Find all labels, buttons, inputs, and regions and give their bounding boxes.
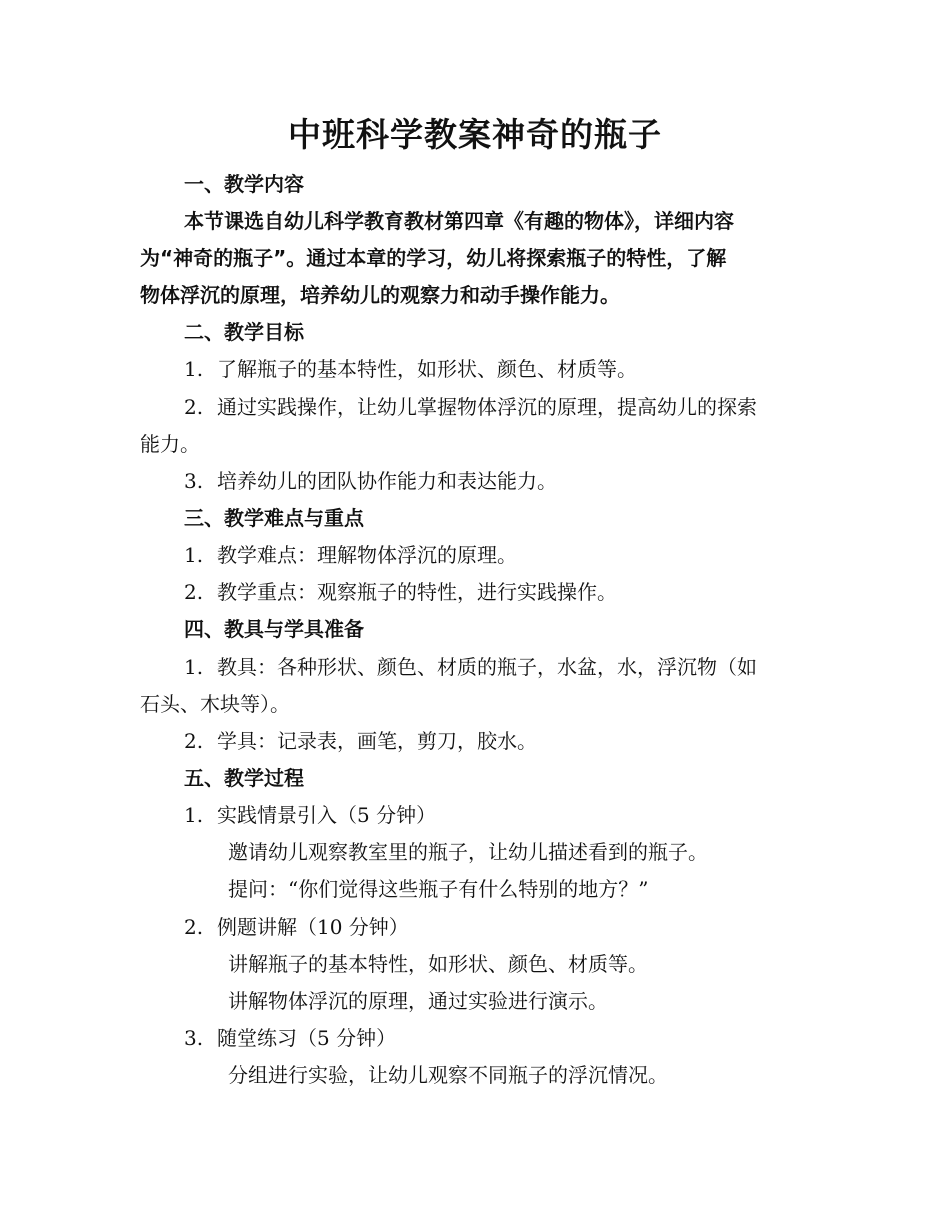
list-item-continuation: 石头、木块等）。	[140, 692, 290, 716]
list-item: 1. 实践情景引入（5 分钟）	[184, 803, 437, 827]
section-heading-materials: 四、教具与学具准备	[184, 617, 364, 641]
list-item: 1. 了解瓶子的基本特性，如形状、颜色、材质等。	[184, 357, 637, 381]
section-heading-process: 五、教学过程	[184, 766, 304, 790]
list-item: 2. 例题讲解（10 分钟）	[184, 915, 409, 939]
list-item-continuation: 能力。	[140, 432, 200, 456]
section-heading-key-points: 三、教学难点与重点	[184, 506, 364, 530]
sub-item: 讲解瓶子的基本特性，如形状、颜色、材质等。	[228, 952, 648, 976]
sub-item: 邀请幼儿观察教室里的瓶子，让幼儿描述看到的瓶子。	[228, 840, 708, 864]
list-item: 3. 培养幼儿的团队协作能力和表达能力。	[184, 469, 557, 493]
content-paragraph-line-2: 为“神奇的瓶子”。通过本章的学习，幼儿将探索瓶子的特性，了解	[140, 246, 727, 270]
list-item: 3. 随堂练习（5 分钟）	[184, 1026, 397, 1050]
sub-item: 分组进行实验，让幼儿观察不同瓶子的浮沉情况。	[228, 1063, 668, 1087]
content-paragraph-line-3: 物体浮沉的原理，培养幼儿的观察力和动手操作能力。	[140, 283, 620, 307]
list-item: 2. 教学重点：观察瓶子的特性，进行实践操作。	[184, 580, 617, 604]
list-item: 2. 学具：记录表，画笔，剪刀，胶水。	[184, 729, 537, 753]
section-heading-content: 一、教学内容	[184, 172, 304, 196]
section-heading-objectives: 二、教学目标	[184, 320, 304, 344]
sub-item: 讲解物体浮沉的原理，通过实验进行演示。	[228, 989, 608, 1013]
list-item: 1. 教具：各种形状、颜色、材质的瓶子，水盆，水，浮沉物（如	[184, 655, 757, 679]
list-item: 1. 教学难点：理解物体浮沉的原理。	[184, 543, 517, 567]
sub-item: 提问：“你们觉得这些瓶子有什么特别的地方？”	[228, 877, 649, 901]
list-item: 2. 通过实践操作，让幼儿掌握物体浮沉的原理，提高幼儿的探索	[184, 395, 757, 419]
document-title: 中班科学教案神奇的瓶子	[288, 115, 662, 154]
content-paragraph-line-1: 本节课选自幼儿科学教育教材第四章《有趣的物体》，详细内容	[184, 209, 734, 233]
